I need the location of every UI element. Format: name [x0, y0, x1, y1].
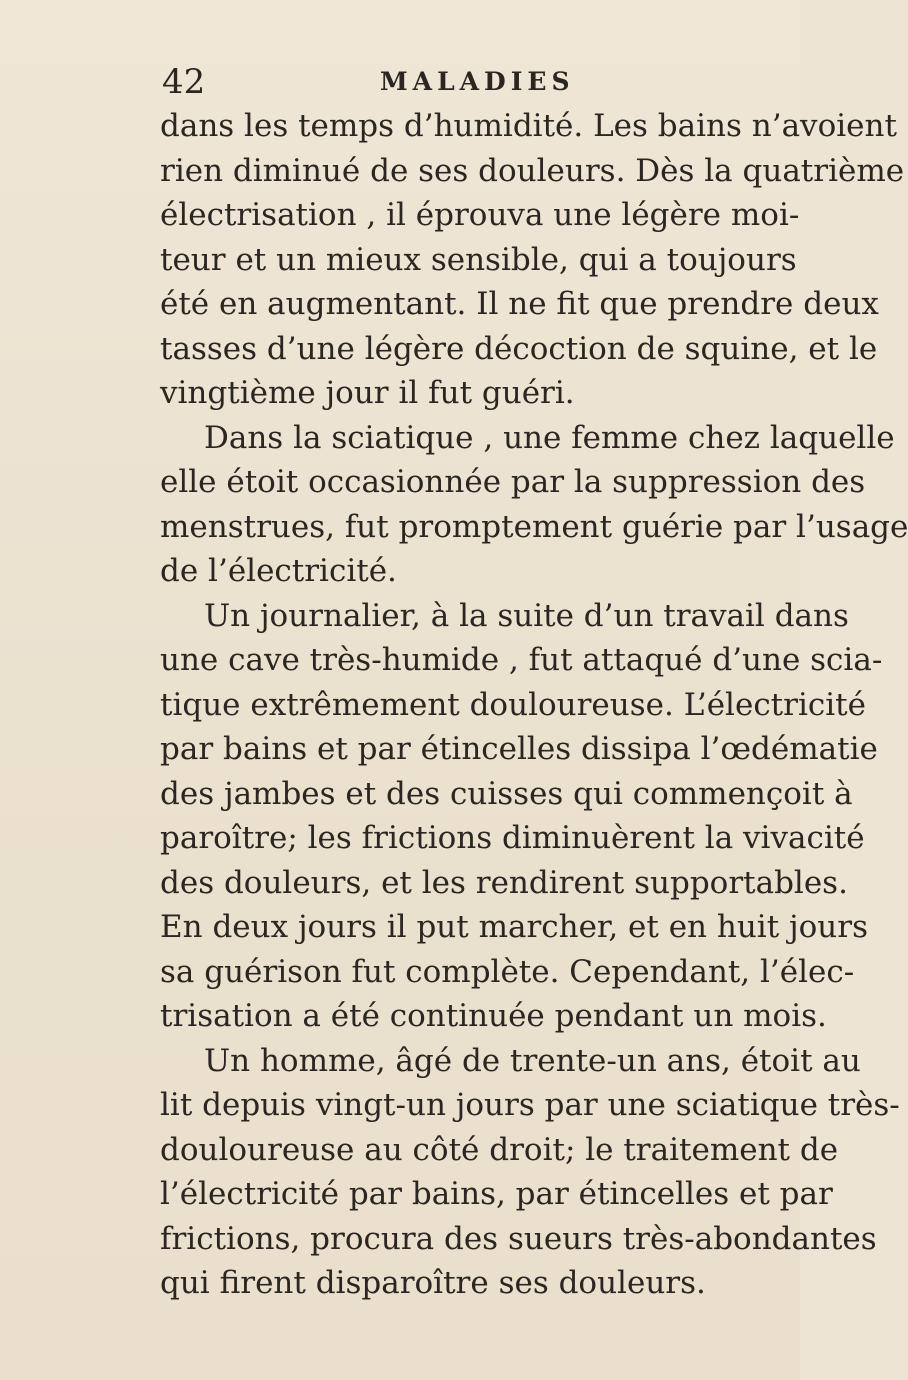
text-line: des jambes et des cuisses qui commençoit à [160, 775, 853, 812]
text-line: lit depuis vingt-un jours par une sciatique très- [160, 1087, 900, 1123]
running-head: MALADIES [380, 67, 575, 96]
page-number: 42 [162, 62, 206, 102]
text-line: douloureuse au côté droit; le traitement de [160, 1131, 839, 1168]
text-line: des douleurs, et les rendirent supportables. [160, 864, 848, 901]
text-line: elle étoit occasionnée par la suppression des [160, 464, 866, 500]
text-line: tasses d’une légère décoction de squine, et le [160, 330, 878, 367]
text-line: trisation a été continuée pendant un mois. [160, 998, 827, 1034]
body-text [160, 104, 908, 1306]
paragraph-first-line: Un homme, âgé de trente-un ans, étoit au [204, 1042, 861, 1079]
text-line: été en augmentant. Il ne fit que prendre deux [160, 286, 879, 322]
text-line: par bains et par étincelles dissipa l’œdématie [160, 731, 878, 767]
text-line: l’électricité par bains, par étincelles et par [160, 1176, 833, 1212]
text-line: dans les temps d’humidité. Les bains n’avoient [160, 108, 897, 144]
paragraph-first-line: Dans la sciatique , une femme chez laquelle [204, 419, 895, 456]
text-line: menstrues, fut promptement guérie par l’usage [160, 508, 908, 545]
page-header [162, 62, 582, 102]
text-line: En deux jours il put marcher, et en huit jours [160, 909, 869, 945]
text-line: qui firent disparoître ses douleurs. [160, 1265, 706, 1301]
text-line: teur et un mieux sensible, qui a toujours [160, 241, 797, 278]
text-line: sa guérison fut complète. Cependant, l’élec- [160, 953, 855, 990]
text-line: frictions, procura des sueurs très-abondantes [160, 1220, 877, 1257]
text-line: électrisation , il éprouva une légère moi- [160, 197, 800, 233]
text-line: vingtième jour il fut guéri. [160, 375, 575, 411]
text-line: tique extrêmement douloureuse. L’électricité [160, 686, 866, 723]
paragraph-first-line: Un journalier, à la suite d’un travail dans [204, 597, 849, 634]
text-line: une cave très-humide , fut attaqué d’une scia- [160, 642, 883, 678]
text-line: paroître; les frictions diminuèrent la vivacité [160, 820, 865, 856]
text-line: de l’électricité. [160, 553, 397, 589]
text-line: rien diminué de ses douleurs. Dès la quatrième [160, 152, 905, 189]
